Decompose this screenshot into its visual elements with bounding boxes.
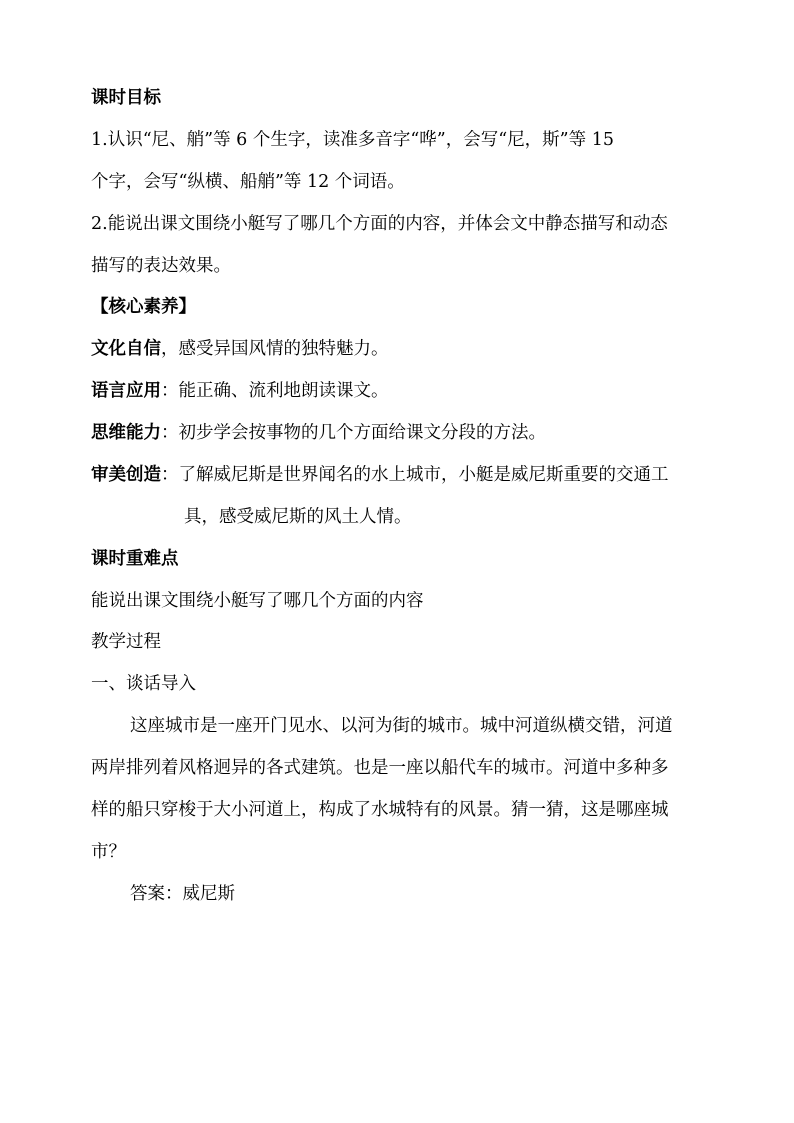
core-item-label: 审美创造 — [91, 465, 161, 485]
teaching-process-heading: 教学过程 — [91, 632, 161, 652]
answer-text: 答案：威尼斯 — [130, 884, 235, 904]
core-item-language — [91, 379, 389, 403]
intro-paragraph-line-3: 样的船只穿梭于大小河道上，构成了水城特有的风景。猜一猜，这是哪座城 — [91, 800, 669, 820]
core-item-text: ：能正确、流利地朗读课文。 — [161, 381, 389, 401]
core-item-label: 文化自信 — [91, 339, 161, 359]
key-difficulty-text: 能说出课文围绕小艇写了哪几个方面的内容 — [91, 591, 424, 611]
core-item-text: ，感受异国风情的独特魅力。 — [161, 339, 389, 359]
core-literacy-heading: 【核心素养】 — [91, 297, 196, 317]
intro-paragraph-line-1: 这座城市是一座开门见水、以河为街的城市。城中河道纵横交错，河道 — [130, 716, 673, 736]
intro-paragraph-line-4: 市？ — [91, 842, 126, 862]
step-1-heading: 一、谈话导入 — [91, 674, 196, 694]
core-item-culture — [91, 337, 389, 361]
core-item-aesthetic-continued: 具，感受威尼斯的风土人情。 — [184, 507, 412, 527]
goal-2-line-2: 描写的表达效果。 — [91, 256, 231, 276]
goal-1-line-1: 1.认识“尼、艄”等 6 个生字，读准多音字“哗”，会写“尼，斯”等 15 — [91, 130, 614, 150]
core-item-text: ：初步学会按事物的几个方面给课文分段的方法。 — [161, 423, 546, 443]
goal-1-line-2: 个字，会写“纵横、船艄”等 12 个词语。 — [91, 172, 405, 192]
lesson-goals-heading: 课时目标 — [91, 88, 161, 108]
core-item-text: ：了解威尼斯是世界闻名的水上城市，小艇是威尼斯重要的交通工 — [161, 465, 669, 485]
core-item-label: 语言应用 — [91, 381, 161, 401]
intro-paragraph-line-2: 两岸排列着风格迥异的各式建筑。也是一座以船代车的城市。河道中多种多 — [91, 758, 669, 778]
core-item-thinking — [91, 421, 546, 445]
key-difficulty-heading: 课时重难点 — [91, 549, 179, 569]
goal-2-line-1: 2.能说出课文围绕小艇写了哪几个方面的内容，并体会文中静态描写和动态 — [91, 214, 668, 234]
core-item-label: 思维能力 — [91, 423, 161, 443]
core-item-aesthetic — [91, 463, 669, 487]
